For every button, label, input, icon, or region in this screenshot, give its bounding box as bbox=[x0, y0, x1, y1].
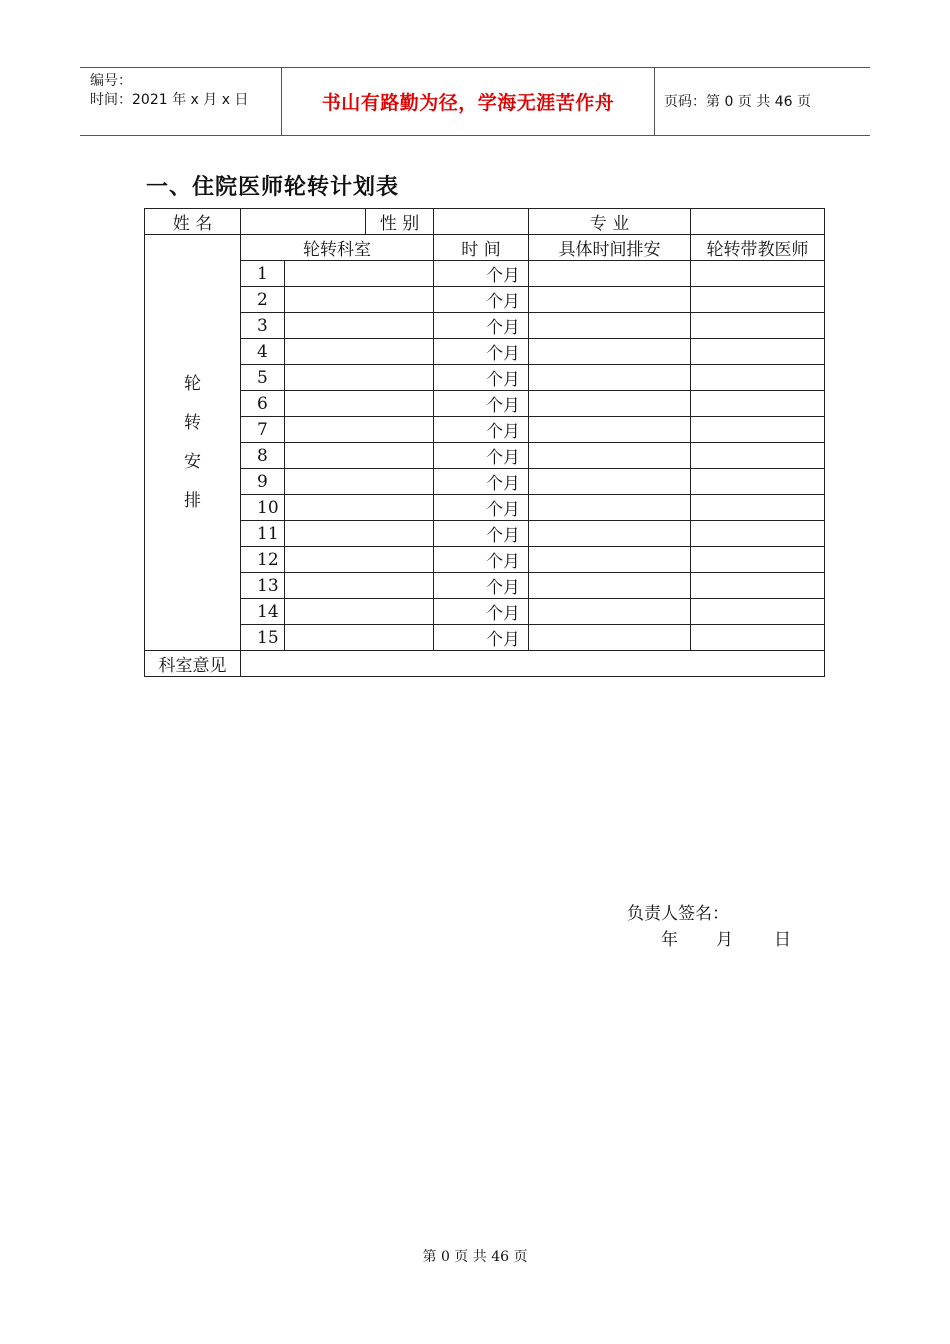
row-number: 1 bbox=[241, 261, 285, 287]
teacher-field[interactable] bbox=[691, 339, 825, 365]
department-field[interactable] bbox=[285, 625, 434, 651]
duration-field[interactable]: 个月 bbox=[434, 287, 529, 313]
schedule-field[interactable] bbox=[529, 365, 691, 391]
department-field[interactable] bbox=[285, 365, 434, 391]
rotation-label-char: 排 bbox=[184, 490, 201, 511]
signature-date bbox=[627, 927, 791, 953]
rotation-row bbox=[145, 339, 825, 365]
opinion-field[interactable] bbox=[241, 651, 825, 950]
rotation-row bbox=[145, 287, 825, 313]
department-field[interactable] bbox=[285, 495, 434, 521]
duration-field[interactable]: 个月 bbox=[434, 521, 529, 547]
department-field[interactable] bbox=[285, 599, 434, 625]
header-motto: 书山有路勤为径，学海无涯苦作舟 bbox=[321, 91, 615, 114]
teacher-field[interactable] bbox=[691, 625, 825, 651]
department-field[interactable] bbox=[285, 261, 434, 287]
schedule-field[interactable] bbox=[529, 469, 691, 495]
rotation-section-label bbox=[145, 235, 241, 651]
duration-field[interactable]: 个月 bbox=[434, 599, 529, 625]
schedule-field[interactable] bbox=[529, 599, 691, 625]
row-number: 13 bbox=[241, 573, 285, 599]
header-divider-right bbox=[654, 67, 655, 135]
opinion-label: 科室意见 bbox=[145, 651, 241, 677]
schedule-field[interactable] bbox=[529, 391, 691, 417]
duration-field[interactable]: 个月 bbox=[434, 469, 529, 495]
row-number: 15 bbox=[241, 625, 285, 651]
rotation-label-char: 轮 bbox=[184, 373, 201, 394]
row-number: 4 bbox=[241, 339, 285, 365]
column-header-duration: 时 间 bbox=[434, 235, 529, 261]
time-label: 时间：2021 年 x 月 x 日 bbox=[90, 92, 249, 108]
rotation-row bbox=[145, 417, 825, 443]
signature-label: 负责人签名： bbox=[627, 904, 729, 924]
teacher-field[interactable] bbox=[691, 469, 825, 495]
schedule-field[interactable] bbox=[529, 495, 691, 521]
row-number: 3 bbox=[241, 313, 285, 339]
serial-label: 编号： bbox=[90, 73, 132, 89]
schedule-field[interactable] bbox=[529, 339, 691, 365]
teacher-field[interactable] bbox=[691, 417, 825, 443]
teacher-field[interactable] bbox=[691, 313, 825, 339]
header-page-info: 页码：第 0 页 共 46 页 bbox=[664, 94, 811, 110]
gender-field[interactable] bbox=[434, 209, 529, 235]
opinion-row bbox=[145, 651, 825, 677]
teacher-field[interactable] bbox=[691, 547, 825, 573]
schedule-field[interactable] bbox=[529, 287, 691, 313]
department-field[interactable] bbox=[285, 521, 434, 547]
date-month: 月 bbox=[716, 930, 733, 950]
column-header-teacher: 轮转带教医师 bbox=[691, 235, 825, 261]
duration-field[interactable]: 个月 bbox=[434, 339, 529, 365]
schedule-field[interactable] bbox=[529, 521, 691, 547]
rotation-row bbox=[145, 625, 825, 651]
duration-field[interactable]: 个月 bbox=[434, 417, 529, 443]
gender-label: 性 别 bbox=[366, 209, 434, 235]
teacher-field[interactable] bbox=[691, 443, 825, 469]
rotation-row bbox=[145, 469, 825, 495]
row-number: 10 bbox=[241, 495, 285, 521]
column-header-row bbox=[145, 235, 825, 261]
duration-field[interactable]: 个月 bbox=[434, 443, 529, 469]
teacher-field[interactable] bbox=[691, 521, 825, 547]
row-number: 7 bbox=[241, 417, 285, 443]
duration-field[interactable]: 个月 bbox=[434, 625, 529, 651]
department-field[interactable] bbox=[285, 287, 434, 313]
signature-block bbox=[627, 901, 791, 953]
schedule-field[interactable] bbox=[529, 417, 691, 443]
teacher-field[interactable] bbox=[691, 365, 825, 391]
teacher-field[interactable] bbox=[691, 495, 825, 521]
date-day: 日 bbox=[774, 930, 791, 950]
name-label: 姓 名 bbox=[145, 209, 241, 235]
header-bottom-rule bbox=[80, 135, 870, 136]
info-row bbox=[145, 209, 825, 235]
schedule-field[interactable] bbox=[529, 443, 691, 469]
rotation-row bbox=[145, 521, 825, 547]
schedule-field[interactable] bbox=[529, 313, 691, 339]
duration-field[interactable]: 个月 bbox=[434, 547, 529, 573]
teacher-field[interactable] bbox=[691, 391, 825, 417]
department-field[interactable] bbox=[285, 443, 434, 469]
rotation-label-char: 安 bbox=[184, 451, 201, 472]
duration-field[interactable]: 个月 bbox=[434, 313, 529, 339]
major-label: 专 业 bbox=[529, 209, 691, 235]
rotation-label-char: 转 bbox=[184, 412, 201, 433]
rotation-row bbox=[145, 261, 825, 287]
rotation-row bbox=[145, 573, 825, 599]
row-number: 6 bbox=[241, 391, 285, 417]
header-meta bbox=[90, 72, 248, 110]
teacher-field[interactable] bbox=[691, 287, 825, 313]
rotation-row bbox=[145, 391, 825, 417]
row-number: 9 bbox=[241, 469, 285, 495]
department-field[interactable] bbox=[285, 339, 434, 365]
schedule-field[interactable] bbox=[529, 625, 691, 651]
duration-field[interactable]: 个月 bbox=[434, 391, 529, 417]
rotation-plan-table bbox=[144, 208, 825, 950]
date-year: 年 bbox=[661, 930, 678, 950]
duration-field[interactable]: 个月 bbox=[434, 495, 529, 521]
row-number: 12 bbox=[241, 547, 285, 573]
rotation-row bbox=[145, 547, 825, 573]
schedule-field[interactable] bbox=[529, 573, 691, 599]
column-header-schedule: 具体时间排安 bbox=[529, 235, 691, 261]
department-field[interactable] bbox=[285, 547, 434, 573]
page-title: 一、住院医师轮转计划表 bbox=[146, 175, 400, 200]
name-field[interactable] bbox=[241, 209, 366, 235]
row-number: 11 bbox=[241, 521, 285, 547]
rotation-row bbox=[145, 495, 825, 521]
teacher-field[interactable] bbox=[691, 573, 825, 599]
rotation-row bbox=[145, 313, 825, 339]
page-footer: 第 0 页 共 46 页 bbox=[422, 1249, 528, 1265]
schedule-field[interactable] bbox=[529, 547, 691, 573]
rotation-row bbox=[145, 443, 825, 469]
department-field[interactable] bbox=[285, 391, 434, 417]
column-header-department: 轮转科室 bbox=[241, 235, 434, 261]
row-number: 2 bbox=[241, 287, 285, 313]
teacher-field[interactable] bbox=[691, 261, 825, 287]
major-field[interactable] bbox=[691, 209, 825, 235]
teacher-field[interactable] bbox=[691, 599, 825, 625]
duration-field[interactable]: 个月 bbox=[434, 365, 529, 391]
department-field[interactable] bbox=[285, 417, 434, 443]
row-number: 5 bbox=[241, 365, 285, 391]
row-number: 14 bbox=[241, 599, 285, 625]
department-field[interactable] bbox=[285, 469, 434, 495]
department-field[interactable] bbox=[285, 313, 434, 339]
rotation-row bbox=[145, 599, 825, 625]
schedule-field[interactable] bbox=[529, 261, 691, 287]
row-number: 8 bbox=[241, 443, 285, 469]
duration-field[interactable]: 个月 bbox=[434, 261, 529, 287]
department-field[interactable] bbox=[285, 573, 434, 599]
duration-field[interactable]: 个月 bbox=[434, 573, 529, 599]
rotation-row bbox=[145, 365, 825, 391]
